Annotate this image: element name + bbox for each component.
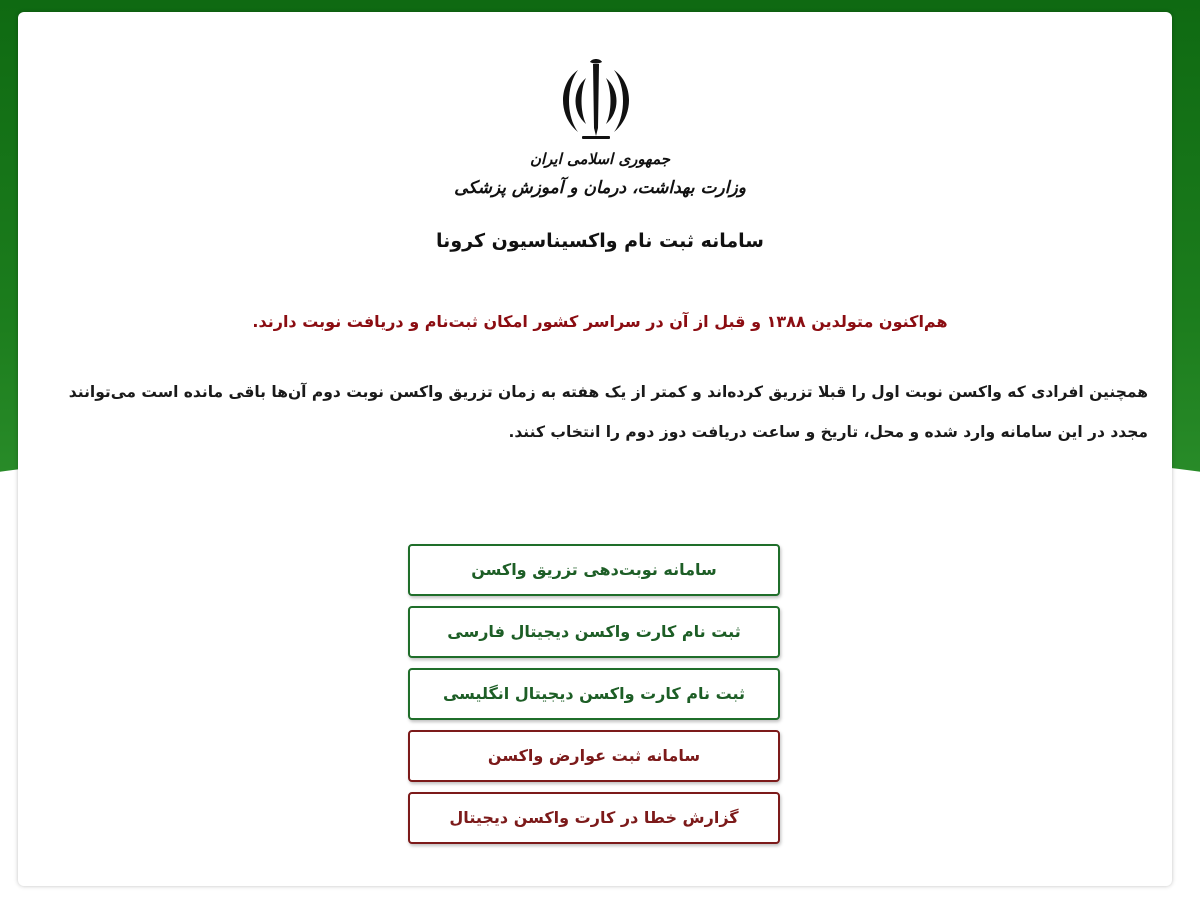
iran-emblem-icon [552, 56, 640, 144]
ministry-line-2: وزارت بهداشت، درمان و آموزش پزشکی [454, 178, 746, 198]
button-group [408, 544, 780, 854]
vaccine-appointment-button[interactable]: سامانه نوبت‌دهی تزریق واکسن [408, 544, 780, 596]
info-message: همچنین افرادی که واکسن نوبت اول را قبلا تزریق کرده‌اند و کمتر از یک هفته به زمان تزریق واکسن نوبت دوم آن‌ها باقی مانده است می‌توانند مجدد در این سامانه وارد شده و محل، تاریخ و ساعت دریافت دوز دوم را انتخاب کنند. [68, 383, 1148, 441]
ministry-name [440, 148, 760, 202]
report-card-error-button[interactable]: گزارش خطا در کارت واکسن دیجیتال [408, 792, 780, 844]
ministry-line-1: جمهوری اسلامی ایران [529, 150, 671, 168]
alert-message: هم‌اکنون متولدین ۱۳۸۸ و قبل از آن در سراسر کشور امکان ثبت‌نام و دریافت نوبت دارند. [252, 312, 948, 331]
digital-card-english-button[interactable]: ثبت نام کارت واکسن دیجیتال انگلیسی [408, 668, 780, 720]
side-effects-button[interactable]: سامانه ثبت عوارض واکسن [408, 730, 780, 782]
page-title: سامانه ثبت نام واکسیناسیون کرونا [436, 230, 764, 252]
digital-card-farsi-button[interactable]: ثبت نام کارت واکسن دیجیتال فارسی [408, 606, 780, 658]
